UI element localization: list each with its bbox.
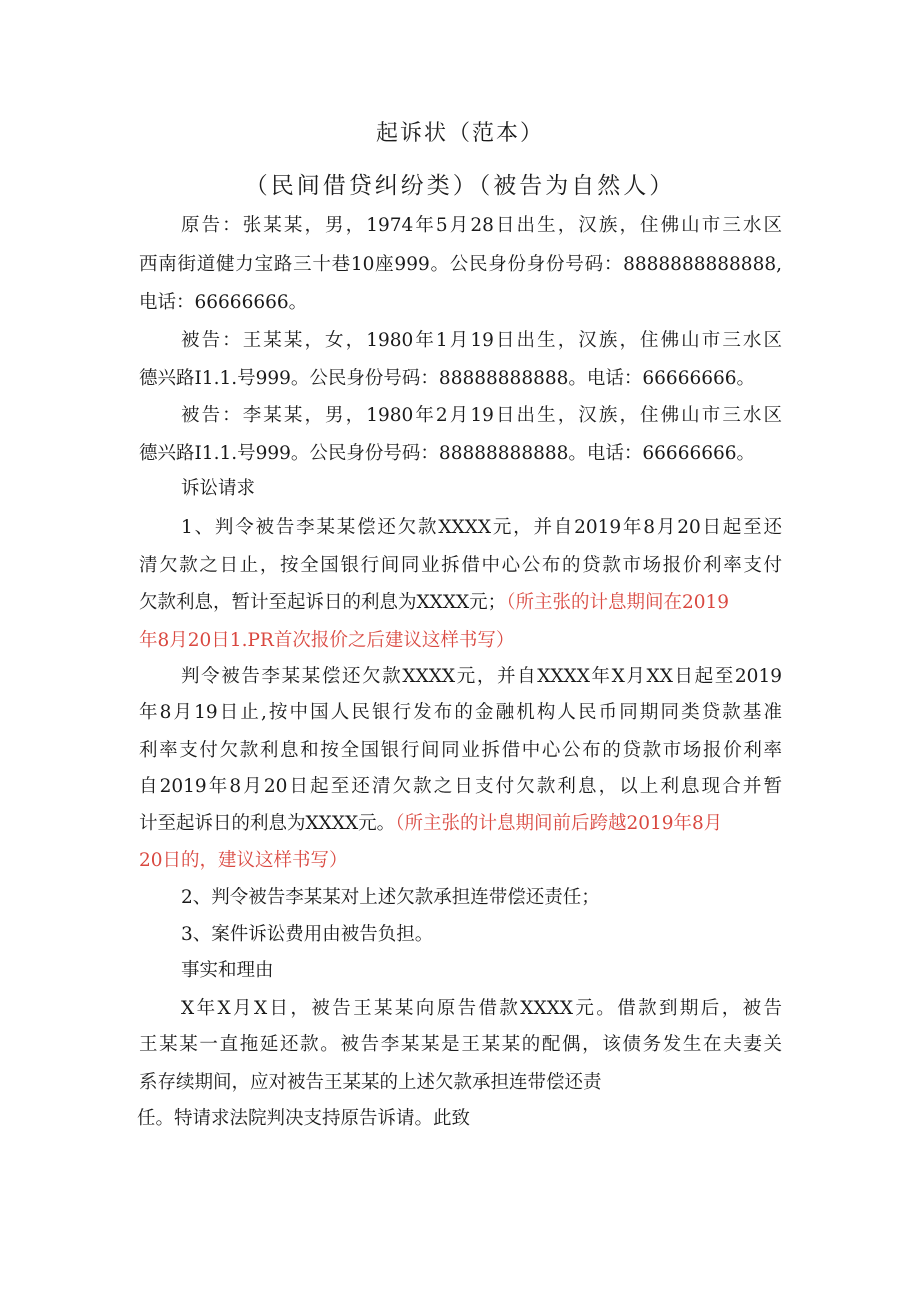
- facts-line: 系存续期间，应对被告王某某的上述欠款承担连带偿还责: [139, 1072, 602, 1093]
- claim-alt-line: [139, 811, 722, 837]
- document-subtitle: （民间借贷纠纷类）（被告为自然人）: [244, 173, 676, 199]
- defendant-line: 德兴路I1.1.号999。公民身份号码：88888888888。电话：66666666。: [139, 443, 756, 464]
- claim-note-line: 年8月20日1.PR首次报价之后建议这样书写）: [139, 630, 515, 651]
- plaintiff-line: 西南街道健力宝路三十巷10座999。公民身份身份号码：8888888888888,: [139, 254, 782, 275]
- claim-note: （所主张的计息期间在2019: [506, 592, 730, 613]
- facts-heading: 事实和理由: [181, 960, 274, 981]
- claim-alt-line: 利率支付欠款利息和按全国银行间同业拆借中心公布的贷款市场报价利率: [139, 740, 782, 761]
- claim-text: 计至起诉日的利息为XXXX元。: [139, 813, 396, 834]
- plaintiff-line: 电话：66666666。: [139, 292, 308, 313]
- defendant-line: 德兴路I1.1.号999。公民身份号码：88888888888。电话：66666666。: [139, 368, 756, 389]
- claim-alt-line: 判令被告李某某偿还欠款XXXX元，并自XXXX年X月XX日起至2019: [181, 666, 782, 687]
- claim-line: 1、判令被告李某某偿还欠款XXXX元，并自2019年8月20日起至还: [181, 517, 782, 538]
- claims-heading: 诉讼请求: [181, 478, 256, 499]
- claim-note: （所主张的计息期间前后跨越2019年8月: [395, 813, 723, 834]
- claim-note-line: 20日的，建议这样书写）: [139, 850, 348, 871]
- facts-line: X年X月X日，被告王某某向原告借款XXXX元。借款到期后，被告: [181, 998, 782, 1019]
- claim-line: 清欠款之日止，按全国银行间同业拆借中心公布的贷款市场报价利率支付: [139, 555, 782, 576]
- claim-line: [139, 590, 729, 616]
- claim-alt-line: 年8月19日止,按中国人民银行发布的金融机构人民币同期同类贷款基准: [139, 702, 782, 723]
- defendant-line: 被告：李某某，男，1980年2月19日出生，汉族，住佛山市三水区: [181, 405, 782, 426]
- claim-alt-line: 自2019年8月20日起至还清欠款之日支付欠款利息，以上利息现合并暂: [139, 776, 782, 797]
- claim-text: 欠款利息，暂计至起诉日的利息为XXXX元；: [139, 592, 507, 613]
- plaintiff-line: 原告：张某某，男，1974年5月28日出生，汉族，住佛山市三水区: [181, 215, 782, 236]
- defendant-line: 被告：王某某，女，1980年1月19日出生，汉族，住佛山市三水区: [181, 330, 782, 351]
- claim-line: 2、判令被告李某某对上述欠款承担连带偿还责任；: [181, 887, 600, 908]
- document-title: 起诉状（范本）: [375, 121, 544, 146]
- claim-line: 3、案件诉讼费用由被告负担。: [181, 924, 434, 945]
- facts-line: 王某某一直拖延还款。被告李某某是王某某的配偶，该债务发生在夫妻关: [139, 1034, 782, 1055]
- facts-line: 任。特请求法院判决支持原告诉请。此致: [137, 1108, 471, 1129]
